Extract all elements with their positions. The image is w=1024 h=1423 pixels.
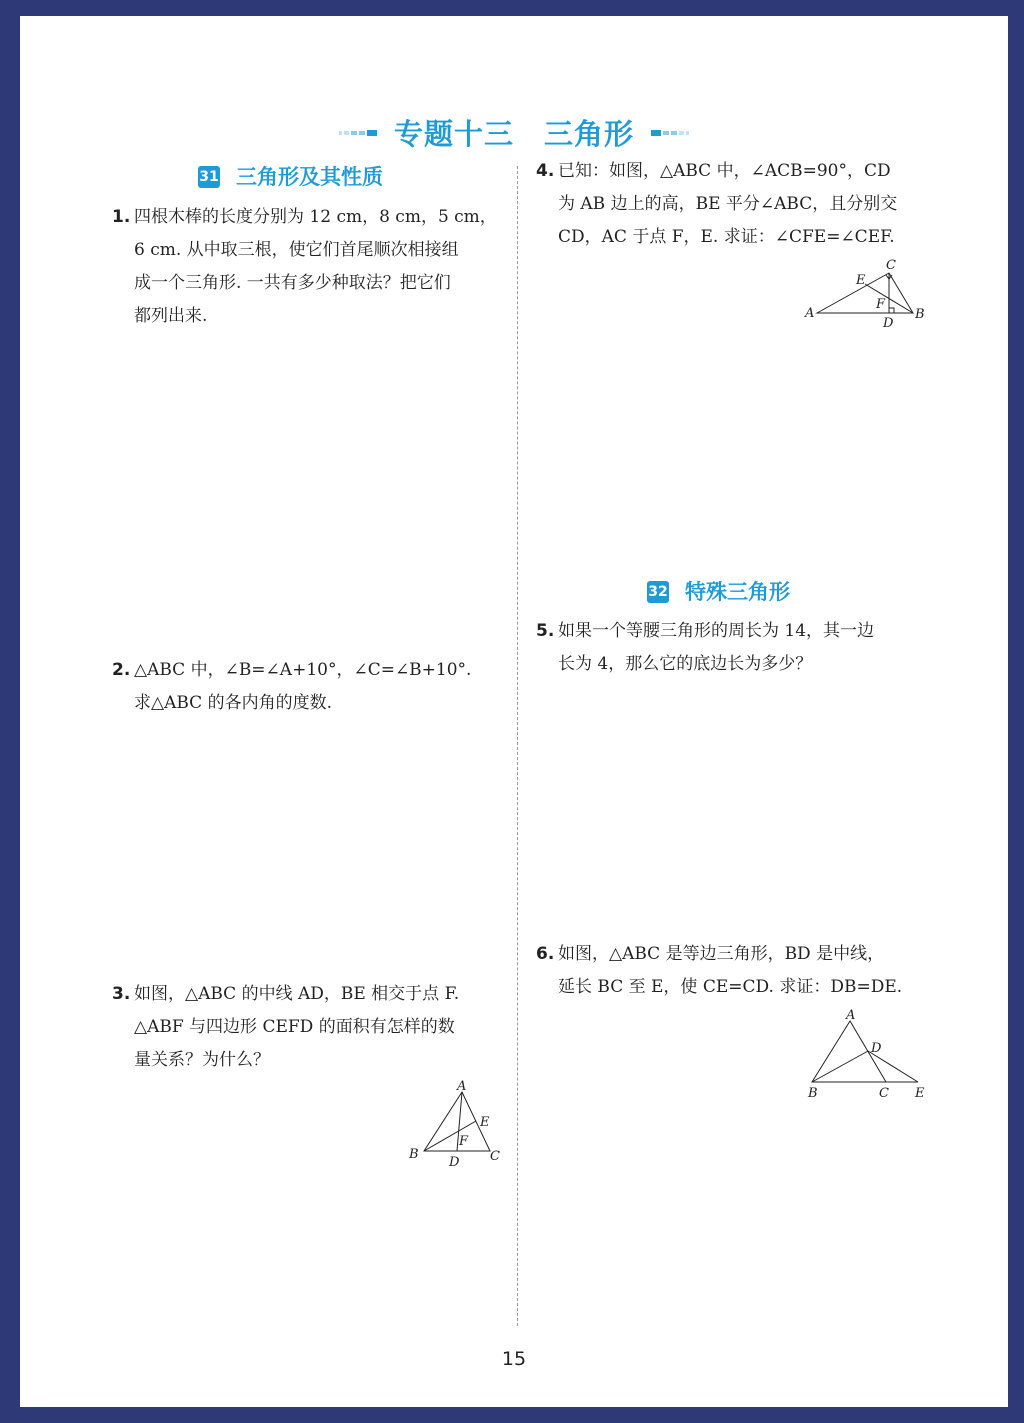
fig4-label-a: A	[805, 306, 815, 321]
question-4-line: 已知：如图，△ABC 中，∠ACB=90°，CD	[558, 161, 891, 181]
fig6-label-b: B	[808, 1086, 818, 1101]
question-1-line: 四根木棒的长度分别为 12 cm，8 cm，5 cm，	[134, 207, 497, 227]
question-3-number: 3.	[112, 984, 131, 1004]
question-2	[112, 654, 472, 720]
question-3-line: 量关系？为什么？	[134, 1050, 270, 1070]
question-1-line: 都列出来.	[134, 306, 208, 326]
title-right-decoration	[649, 129, 689, 137]
fig3-label-e: E	[480, 1115, 490, 1130]
question-6-figure	[800, 1006, 935, 1101]
section-32-badge: 32	[647, 581, 669, 603]
fig4-label-c: C	[886, 258, 896, 273]
question-1-line: 成一个三角形. 一共有多少种取法？把它们	[134, 273, 451, 293]
section-32-label: 特殊三角形	[685, 580, 790, 604]
fig3-label-a: A	[457, 1079, 467, 1094]
page-title: 专题十三 三角形	[393, 117, 634, 151]
question-6-line: 延长 BC 至 E，使 CE=CD. 求证：DB=DE.	[558, 977, 903, 997]
question-1-line: 6 cm. 从中取三根，使它们首尾顺次相接组	[134, 240, 459, 260]
fig6-label-e: E	[915, 1086, 925, 1101]
fig6-label-a: A	[846, 1008, 856, 1023]
question-2-number: 2.	[112, 660, 131, 680]
fig4-label-b: B	[915, 307, 925, 322]
fig3-label-c: C	[490, 1149, 500, 1164]
fig6-label-d: D	[871, 1041, 882, 1056]
section-31-badge: 31	[198, 166, 220, 188]
title-left-decoration	[339, 129, 379, 137]
title-row	[20, 112, 1008, 153]
fig3-label-f: F	[459, 1134, 469, 1149]
question-4-figure	[800, 256, 930, 336]
question-4-number: 4.	[536, 161, 555, 181]
fig4-label-e: E	[856, 273, 866, 288]
question-6-line: 如图，△ABC 是等边三角形，BD 是中线，	[558, 944, 885, 964]
question-5	[536, 615, 875, 681]
fig3-label-b: B	[409, 1147, 419, 1162]
question-4	[536, 155, 898, 254]
page-number: 15	[501, 1348, 527, 1370]
question-3-line: 如图，△ABC 的中线 AD，BE 相交于点 F.	[134, 984, 460, 1004]
question-5-line: 长为 4，那么它的底边长为多少？	[558, 654, 813, 674]
section-32-heading	[647, 576, 790, 606]
fig4-label-f: F	[876, 297, 886, 312]
section-31-label: 三角形及其性质	[236, 165, 383, 189]
question-3	[112, 978, 460, 1077]
question-6	[536, 938, 903, 1004]
question-4-line: CD，AC 于点 F，E. 求证：∠CFE=∠CEF.	[558, 227, 895, 247]
section-31-heading	[198, 161, 383, 191]
question-5-line: 如果一个等腰三角形的周长为 14，其一边	[558, 621, 875, 641]
question-3-figure	[400, 1078, 510, 1178]
question-6-number: 6.	[536, 944, 555, 964]
column-divider	[517, 166, 518, 1326]
question-5-number: 5.	[536, 621, 555, 641]
fig6-label-c: C	[879, 1086, 889, 1101]
question-4-line: 为 AB 边上的高，BE 平分∠ABC，且分别交	[558, 194, 898, 214]
question-1-number: 1.	[112, 207, 131, 227]
question-2-line: 求△ABC 的各内角的度数.	[134, 693, 332, 713]
question-3-line: △ABF 与四边形 CEFD 的面积有怎样的数	[134, 1017, 455, 1037]
fig3-label-d: D	[449, 1155, 460, 1170]
fig4-label-d: D	[883, 316, 894, 331]
question-2-line: △ABC 中，∠B=∠A+10°，∠C=∠B+10°.	[134, 660, 472, 680]
worksheet-page	[20, 16, 1008, 1407]
question-1	[112, 201, 497, 333]
